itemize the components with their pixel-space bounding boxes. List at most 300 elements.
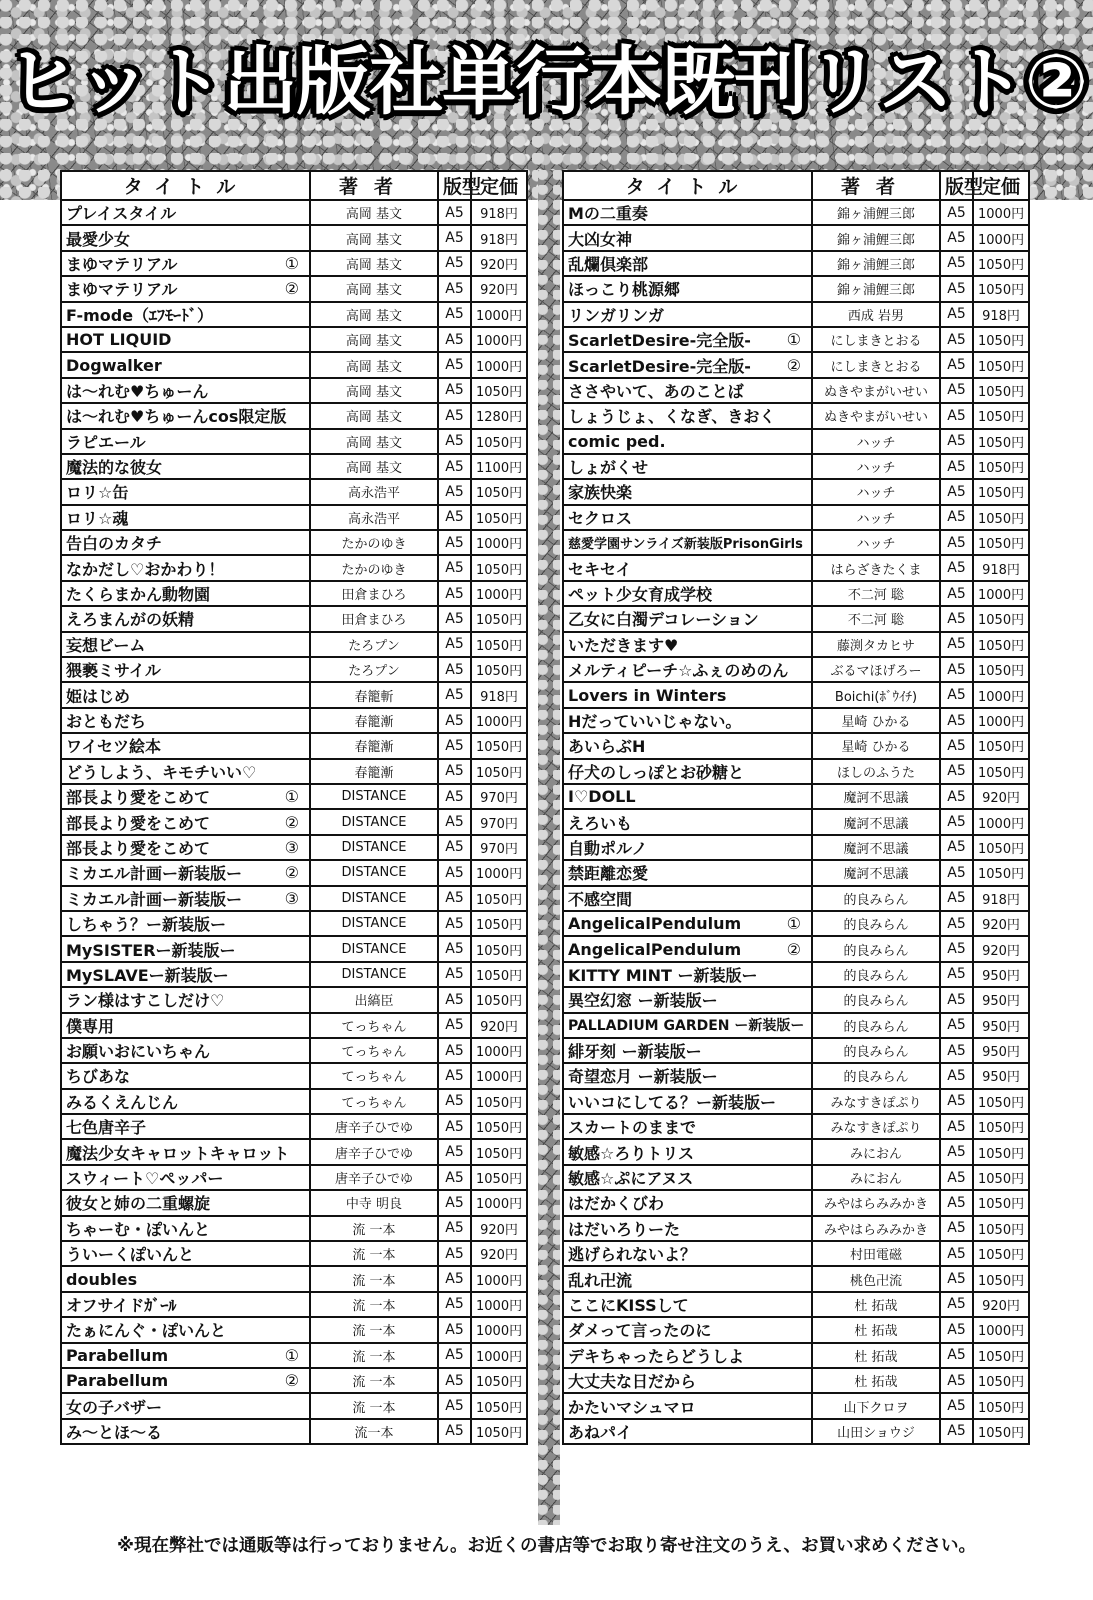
author-cell: 杜 拓哉	[812, 1317, 940, 1342]
book-title: ミカエル計画ー新装版ー	[66, 864, 243, 884]
book-title-cell	[61, 454, 310, 479]
author-cell: 魔訶不思議	[812, 860, 940, 885]
table-row	[563, 733, 1029, 758]
table-row	[61, 657, 527, 682]
table-row	[563, 759, 1029, 784]
size-cell: A5	[940, 1292, 973, 1317]
author-cell: ぶるマほげろー	[812, 657, 940, 682]
book-title-cell	[61, 1063, 310, 1088]
table-row	[563, 251, 1029, 276]
book-title: 彼女と姉の二重螺旋	[66, 1194, 211, 1214]
price-cell: 1000円	[471, 302, 527, 327]
size-cell: A5	[940, 1368, 973, 1393]
book-title: スウィート♡ペッパー	[66, 1169, 224, 1189]
book-title-cell	[61, 835, 310, 860]
table-row	[563, 1393, 1029, 1418]
size-cell: A5	[438, 530, 471, 555]
book-title-cell	[61, 911, 310, 936]
size-cell: A5	[438, 835, 471, 860]
book-title: あねパイ	[568, 1422, 633, 1442]
book-title-cell	[563, 911, 812, 936]
price-cell: 1050円	[471, 479, 527, 504]
author-cell: てっちゃん	[310, 1038, 438, 1063]
price-cell: 920円	[973, 1292, 1029, 1317]
size-cell: A5	[940, 1343, 973, 1368]
column-header-size: 版型	[940, 171, 973, 200]
table-row	[61, 1241, 527, 1266]
book-title-cell	[61, 1013, 310, 1038]
book-title: オフサイドｶﾞｰﾙ	[66, 1295, 177, 1315]
book-title-cell	[563, 784, 812, 809]
book-title-cell	[563, 1292, 812, 1317]
book-title: ペット少女育成学校	[568, 585, 713, 605]
book-title: Mの二重奏	[568, 204, 648, 224]
price-cell: 1000円	[471, 1343, 527, 1368]
author-cell: DISTANCE	[310, 962, 438, 987]
price-cell: 970円	[471, 835, 527, 860]
table-row	[563, 860, 1029, 885]
price-cell: 1050円	[471, 606, 527, 631]
price-cell: 1050円	[973, 1266, 1029, 1291]
price-cell: 918円	[471, 200, 527, 225]
author-cell: 杜 拓哉	[812, 1343, 940, 1368]
book-title-cell	[563, 1343, 812, 1368]
author-cell: 流 一本	[310, 1292, 438, 1317]
author-cell: 田倉まひろ	[310, 581, 438, 606]
author-cell: 的良みらん	[812, 1013, 940, 1038]
book-title: 乱爛倶楽部	[568, 254, 649, 274]
table-row	[563, 1013, 1029, 1038]
book-title: 慈愛学園サンライズ新装版PrisonGirls	[568, 537, 803, 553]
table-row	[563, 378, 1029, 403]
price-cell: 970円	[471, 784, 527, 809]
book-title: AngelicalPendulum	[568, 914, 742, 934]
book-title-cell	[61, 987, 310, 1012]
book-title: Hだっていいじゃない。	[568, 712, 742, 731]
book-title: かたいマシュマロ	[568, 1397, 696, 1417]
price-cell: 1050円	[973, 1419, 1029, 1444]
table-row	[563, 962, 1029, 987]
book-title-cell	[563, 403, 812, 428]
price-cell: 1050円	[973, 327, 1029, 352]
book-title-cell	[61, 479, 310, 504]
author-cell: 藤渕タカヒサ	[812, 632, 940, 657]
book-title-cell	[563, 1190, 812, 1215]
table-row	[563, 708, 1029, 733]
author-cell: 村田電磁	[812, 1241, 940, 1266]
book-title-cell	[61, 1292, 310, 1317]
size-cell: A5	[438, 962, 471, 987]
book-title-cell	[563, 327, 812, 352]
book-title-cell	[563, 1317, 812, 1342]
volume-number: ②	[284, 279, 299, 299]
price-cell: 1050円	[471, 555, 527, 580]
size-cell: A5	[940, 1317, 973, 1342]
author-cell: 不二河 聡	[812, 581, 940, 606]
table-row	[563, 1190, 1029, 1215]
size-cell: A5	[438, 581, 471, 606]
table-row	[61, 1038, 527, 1063]
table-row	[61, 352, 527, 377]
size-cell: A5	[940, 962, 973, 987]
book-title: 禁距離恋愛	[568, 864, 649, 884]
book-title: しょうじょ、くなぎ、きおく	[568, 407, 776, 427]
price-cell: 1050円	[471, 1089, 527, 1114]
table-row	[563, 1063, 1029, 1088]
table-row	[563, 581, 1029, 606]
price-cell: 1050円	[471, 632, 527, 657]
book-title-cell	[61, 784, 310, 809]
book-title-cell	[563, 759, 812, 784]
author-cell: ハッチ	[812, 479, 940, 504]
book-title: Lovers in Winters	[568, 685, 727, 705]
price-cell: 1050円	[973, 860, 1029, 885]
author-cell: 桃色卍流	[812, 1266, 940, 1291]
book-title: たくらまかん動物園	[66, 585, 211, 605]
book-title: 奇望恋月 ー新装版ー	[568, 1067, 718, 1087]
size-cell: A5	[940, 860, 973, 885]
author-cell: 杜 拓哉	[812, 1292, 940, 1317]
author-cell: にしまきとおる	[812, 327, 940, 352]
price-cell: 1000円	[973, 682, 1029, 707]
table-row	[563, 657, 1029, 682]
price-cell: 920円	[973, 936, 1029, 961]
book-title: あいらぶH	[568, 737, 646, 757]
book-title-cell	[563, 1013, 812, 1038]
size-cell: A5	[438, 657, 471, 682]
book-title-cell	[563, 1419, 812, 1444]
table-row	[563, 632, 1029, 657]
book-title-cell	[563, 505, 812, 530]
book-title-cell	[61, 1343, 310, 1368]
author-cell: 高岡 基文	[310, 378, 438, 403]
table-header-row	[563, 171, 1029, 200]
author-cell: 流 一本	[310, 1216, 438, 1241]
size-cell: A5	[438, 1089, 471, 1114]
book-title-cell	[563, 225, 812, 250]
volume-number: ①	[284, 253, 299, 273]
book-title-cell	[563, 378, 812, 403]
table-row	[61, 555, 527, 580]
table-row	[61, 403, 527, 428]
table-row	[563, 1368, 1029, 1393]
book-title: ダメって言ったのに	[568, 1321, 712, 1341]
book-title: ちゃーむ・ぽいんと	[66, 1219, 211, 1239]
size-cell: A5	[940, 911, 973, 936]
size-cell: A5	[438, 1241, 471, 1266]
book-title: いいコにしてる？ー新装版ー	[568, 1092, 777, 1112]
footer-notice: ※現在弊社では通販等は行っておりません。お近くの書店等でお取り寄せ注文のうえ、お買い求めください。	[116, 1536, 977, 1556]
price-cell: 970円	[471, 809, 527, 834]
price-cell: 1050円	[471, 1419, 527, 1444]
volume-number: ①	[786, 330, 801, 350]
book-title: どうしよう、キモチいい♡	[66, 762, 257, 782]
price-cell: 1000円	[471, 1190, 527, 1215]
price-cell: 1000円	[973, 225, 1029, 250]
price-cell: 1050円	[973, 1241, 1029, 1266]
book-title-cell	[61, 555, 310, 580]
author-cell: てっちゃん	[310, 1089, 438, 1114]
size-cell: A5	[940, 429, 973, 454]
size-cell: A5	[438, 555, 471, 580]
size-cell: A5	[438, 1266, 471, 1291]
book-title: えろまんがの妖精	[66, 610, 195, 630]
book-title: MySLAVEー新装版ー	[66, 965, 229, 985]
price-cell: 1050円	[471, 911, 527, 936]
book-title: セクロス	[568, 508, 633, 528]
size-cell: A5	[940, 1089, 973, 1114]
price-cell: 1050円	[973, 251, 1029, 276]
price-cell: 1000円	[471, 352, 527, 377]
volume-number: ③	[284, 837, 299, 857]
book-title: 猥褻ミサイル	[66, 661, 161, 681]
book-title-cell	[61, 1139, 310, 1164]
author-cell: 的良みらん	[812, 962, 940, 987]
author-cell: ハッチ	[812, 530, 940, 555]
book-title: 大凶女神	[568, 229, 633, 249]
table-row	[61, 1317, 527, 1342]
table-row	[61, 682, 527, 707]
table-row	[61, 1343, 527, 1368]
author-cell: 高岡 基文	[310, 225, 438, 250]
size-cell: A5	[940, 479, 973, 504]
volume-number: ①	[284, 787, 299, 807]
table-row	[61, 606, 527, 631]
book-title: 妄想ビーム	[66, 635, 146, 655]
size-cell: A5	[940, 581, 973, 606]
book-title-cell	[61, 251, 310, 276]
book-title-cell	[61, 1038, 310, 1063]
book-title-cell	[61, 225, 310, 250]
price-cell: 1050円	[973, 606, 1029, 631]
author-cell: 唐辛子ひでゆ	[310, 1139, 438, 1164]
size-cell: A5	[438, 276, 471, 301]
author-cell: てっちゃん	[310, 1063, 438, 1088]
size-cell: A5	[940, 657, 973, 682]
book-title-cell	[563, 1241, 812, 1266]
book-title: KITTY MINT ー新装版ー	[568, 965, 758, 985]
author-cell: 春籠漸	[310, 759, 438, 784]
table-row	[61, 378, 527, 403]
book-title: 部長より愛をこめて	[66, 838, 211, 858]
book-title-cell	[61, 606, 310, 631]
author-cell: ぬきやまがいせい	[812, 403, 940, 428]
book-title: HOT LIQUID	[66, 330, 172, 350]
column-header-price: 定価	[471, 171, 527, 200]
volume-number: ②	[284, 1371, 299, 1391]
size-cell: A5	[940, 505, 973, 530]
book-title-cell	[563, 555, 812, 580]
author-cell: ハッチ	[812, 429, 940, 454]
book-title-cell	[61, 403, 310, 428]
table-row	[61, 962, 527, 987]
table-row	[61, 327, 527, 352]
author-cell: みにおん	[812, 1165, 940, 1190]
table-row	[61, 505, 527, 530]
size-cell: A5	[438, 302, 471, 327]
book-title: 緋牙刻 ー新装版ー	[568, 1042, 702, 1062]
author-cell: 流一本	[310, 1419, 438, 1444]
size-cell: A5	[940, 886, 973, 911]
size-cell: A5	[438, 1292, 471, 1317]
book-title-cell	[563, 962, 812, 987]
book-title-cell	[563, 987, 812, 1012]
author-cell: みやはらみみかき	[812, 1216, 940, 1241]
price-cell: 1050円	[471, 759, 527, 784]
book-title: スカートのままで	[568, 1118, 697, 1138]
table-row	[61, 886, 527, 911]
price-cell: 1000円	[471, 1038, 527, 1063]
table-row	[61, 225, 527, 250]
book-title: 魔法少女キャロットキャロット	[66, 1143, 290, 1163]
book-title-cell	[563, 632, 812, 657]
book-title: comic ped.	[568, 431, 666, 451]
size-cell: A5	[940, 403, 973, 428]
book-list-right	[562, 170, 1030, 1445]
author-cell: 流 一本	[310, 1343, 438, 1368]
book-title: AngelicalPendulum	[568, 939, 742, 959]
book-title-cell	[563, 479, 812, 504]
book-title: 女の子バザー	[66, 1397, 163, 1417]
book-title: doubles	[66, 1269, 138, 1289]
volume-number: ①	[786, 914, 801, 934]
author-cell: 高岡 基文	[310, 454, 438, 479]
size-cell: A5	[940, 1114, 973, 1139]
table-row	[61, 1216, 527, 1241]
price-cell: 1000円	[973, 200, 1029, 225]
book-title: み～とほ～る	[66, 1422, 163, 1442]
table-row	[563, 1292, 1029, 1317]
author-cell: 高岡 基文	[310, 276, 438, 301]
book-list-left	[60, 170, 528, 1445]
price-cell: 1050円	[471, 505, 527, 530]
table-row	[563, 429, 1029, 454]
book-title: 最愛少女	[66, 229, 131, 249]
size-cell: A5	[438, 911, 471, 936]
volume-number: ②	[786, 355, 801, 375]
size-cell: A5	[438, 886, 471, 911]
author-cell: Boichi(ﾎﾞｳｲﾁ)	[812, 682, 940, 707]
book-title: はだかくびわ	[568, 1194, 665, 1214]
author-cell: てっちゃん	[310, 1013, 438, 1038]
size-cell: A5	[940, 606, 973, 631]
price-cell: 1050円	[471, 733, 527, 758]
book-title: いただきます♥	[568, 635, 679, 655]
author-cell: たかのゆき	[310, 555, 438, 580]
book-title: ラピエール	[66, 432, 146, 452]
table-row	[563, 403, 1029, 428]
author-cell: 魔訶不思議	[812, 809, 940, 834]
size-cell: A5	[940, 733, 973, 758]
price-cell: 1000円	[471, 327, 527, 352]
price-cell: 1000円	[973, 708, 1029, 733]
author-cell: たかのゆき	[310, 530, 438, 555]
price-cell: 1050円	[973, 378, 1029, 403]
author-cell: たろプン	[310, 632, 438, 657]
size-cell: A5	[438, 606, 471, 631]
book-title: 異空幻窓 ー新装版ー	[568, 991, 718, 1011]
table-row	[61, 251, 527, 276]
size-cell: A5	[940, 682, 973, 707]
table-row	[563, 1241, 1029, 1266]
price-cell: 1050円	[973, 1190, 1029, 1215]
book-title: まゆマテリアル	[66, 254, 178, 274]
book-title-cell	[61, 530, 310, 555]
author-cell: 流 一本	[310, 1368, 438, 1393]
table-row	[563, 936, 1029, 961]
size-cell: A5	[940, 454, 973, 479]
size-cell: A5	[940, 352, 973, 377]
book-title-cell	[563, 1114, 812, 1139]
author-cell: 流 一本	[310, 1393, 438, 1418]
table-row	[61, 809, 527, 834]
size-cell: A5	[940, 1190, 973, 1215]
volume-number: ①	[284, 1345, 299, 1365]
book-title-cell	[61, 632, 310, 657]
table-row	[61, 1419, 527, 1444]
size-cell: A5	[940, 987, 973, 1012]
book-title-cell	[61, 1165, 310, 1190]
price-cell: 950円	[973, 987, 1029, 1012]
book-title-cell	[563, 429, 812, 454]
book-title: ミカエル計画ー新装版ー	[66, 889, 243, 909]
table-row	[563, 225, 1029, 250]
price-cell: 1050円	[471, 936, 527, 961]
size-cell: A5	[438, 225, 471, 250]
book-title-cell	[563, 682, 812, 707]
size-cell: A5	[940, 1139, 973, 1164]
size-cell: A5	[940, 276, 973, 301]
author-cell: みなすきぽぷり	[812, 1114, 940, 1139]
price-cell: 950円	[973, 962, 1029, 987]
author-cell: 的良みらん	[812, 987, 940, 1012]
price-cell: 1050円	[471, 1368, 527, 1393]
volume-number: ②	[284, 863, 299, 883]
book-title-cell	[61, 657, 310, 682]
book-title: 仔犬のしっぽとお砂糖と	[568, 762, 745, 782]
size-cell: A5	[940, 1241, 973, 1266]
size-cell: A5	[940, 1216, 973, 1241]
price-cell: 950円	[973, 1013, 1029, 1038]
author-cell: ほしのふうた	[812, 759, 940, 784]
price-cell: 1000円	[471, 1063, 527, 1088]
author-cell: 的良みらん	[812, 1038, 940, 1063]
column-header-size: 版型	[438, 171, 471, 200]
author-cell: 山下クロヲ	[812, 1393, 940, 1418]
author-cell: 流 一本	[310, 1241, 438, 1266]
book-title-cell	[563, 886, 812, 911]
table-row	[563, 1216, 1029, 1241]
table-row	[563, 302, 1029, 327]
book-title-cell	[563, 1063, 812, 1088]
author-cell: 山田ショウジ	[812, 1419, 940, 1444]
price-cell: 1050円	[973, 759, 1029, 784]
price-cell: 920円	[471, 251, 527, 276]
price-cell: 1000円	[973, 581, 1029, 606]
size-cell: A5	[438, 759, 471, 784]
book-title-cell	[563, 1139, 812, 1164]
price-cell: 1050円	[471, 1165, 527, 1190]
table-row	[563, 682, 1029, 707]
author-cell: 唐辛子ひでゆ	[310, 1165, 438, 1190]
size-cell: A5	[940, 708, 973, 733]
size-cell: A5	[940, 251, 973, 276]
book-title-cell	[61, 429, 310, 454]
author-cell: 高永浩平	[310, 479, 438, 504]
book-title-cell	[563, 1393, 812, 1418]
author-cell: 高岡 基文	[310, 200, 438, 225]
table-row	[563, 987, 1029, 1012]
